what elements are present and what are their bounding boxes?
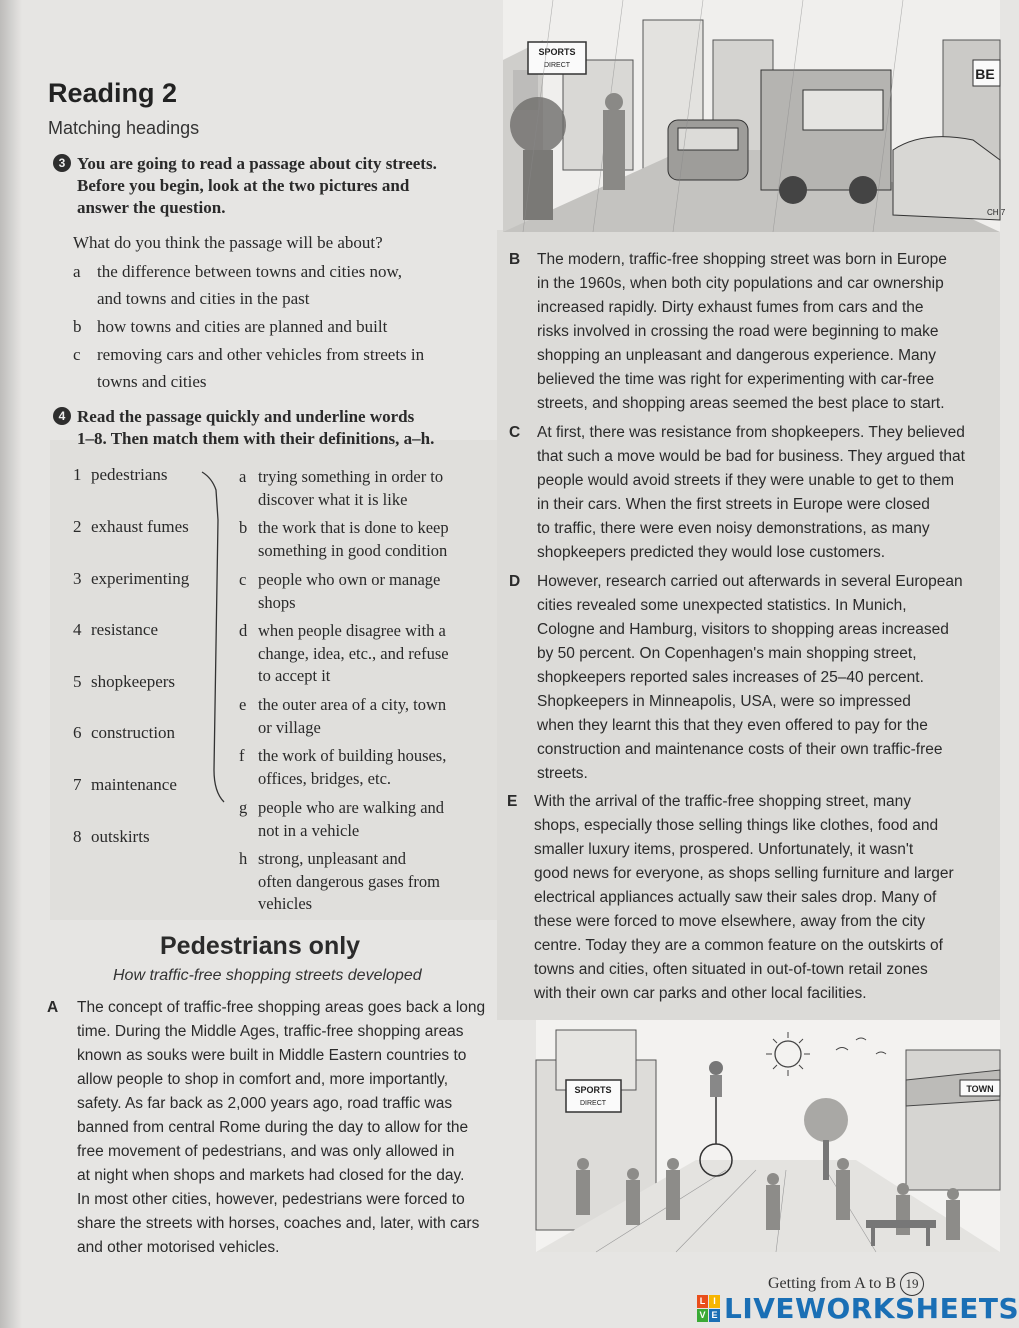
option-letter: a bbox=[73, 262, 81, 281]
task3-line: Before you begin, look at the two pictures and bbox=[77, 176, 410, 195]
word-text: exhaust fumes bbox=[91, 517, 189, 536]
definition-line: the work of building houses, bbox=[258, 746, 447, 765]
logo-letter: I bbox=[709, 1295, 720, 1308]
word-number: 6 bbox=[73, 723, 82, 742]
definition-line: change, idea, etc., and refuse bbox=[258, 643, 449, 663]
paragraph-line: when they learnt this that they even offered to pay for the bbox=[537, 717, 928, 734]
paragraph-letter: E bbox=[507, 793, 518, 810]
task4-instruction bbox=[53, 406, 493, 452]
task3-instruction bbox=[53, 153, 493, 223]
paragraph-line: safety. As far back as 2,000 years ago, road traffic was bbox=[77, 1095, 453, 1112]
paragraph-line: centre. Today they are a common feature on the outskirts of bbox=[534, 937, 943, 954]
definition-line: discover what it is like bbox=[258, 489, 408, 509]
word-2[interactable] bbox=[73, 517, 189, 537]
option-line: and towns and cities in the past bbox=[97, 289, 310, 308]
paragraph-line: free movement of pedestrians, and was only allowed in bbox=[77, 1143, 455, 1160]
definition-letter: f bbox=[239, 746, 245, 765]
page-title: Reading 2 bbox=[48, 78, 178, 108]
paragraph-line: increased rapidly. Dirty exhaust fumes from cars and the bbox=[537, 299, 924, 316]
definition-line: offices, bridges, etc. bbox=[258, 768, 392, 788]
paragraph-line: believed the time was right for experimenting with car-free bbox=[537, 371, 935, 388]
paragraph-line: in their cars. When the first streets in Europe were closed bbox=[537, 496, 930, 513]
option-letter: c bbox=[73, 345, 81, 364]
task4-line: Read the passage quickly and underline words bbox=[77, 407, 415, 426]
definition-letter: b bbox=[239, 518, 248, 537]
task4-line: 1–8. Then match them with their definitions, a–h. bbox=[77, 429, 435, 448]
paragraph-line: with their own car parks and other local facilities. bbox=[534, 985, 867, 1002]
paragraph-line: In most other cities, however, pedestrians were forced to bbox=[77, 1191, 465, 1208]
word-number: 8 bbox=[73, 827, 82, 846]
paragraph-line: these were forced to move elsewhere, away from the city bbox=[534, 913, 926, 930]
paragraph-letter: C bbox=[509, 424, 521, 441]
paragraph-letter: D bbox=[509, 573, 521, 590]
definition-letter: h bbox=[239, 849, 248, 868]
word-number: 2 bbox=[73, 517, 82, 536]
paragraph-line: people would avoid streets if they were unable to get to them bbox=[537, 472, 955, 489]
word-number: 1 bbox=[73, 465, 82, 484]
option-letter: b bbox=[73, 317, 82, 336]
word-text: outskirts bbox=[91, 827, 150, 846]
word-text: experimenting bbox=[91, 569, 190, 588]
option-line: removing cars and other vehicles from streets in bbox=[97, 345, 425, 364]
definition-line: to accept it bbox=[258, 666, 331, 685]
page-subtitle: Matching headings bbox=[48, 118, 200, 138]
word-6[interactable] bbox=[73, 723, 175, 743]
paragraph-line: risks involved in crossing the road were beginning to make bbox=[537, 323, 939, 340]
paragraph-line: shops, especially those selling things like clothes, food and bbox=[534, 817, 939, 834]
page-number: 19 bbox=[900, 1272, 924, 1296]
bottom-sign-line1: SPORTS bbox=[574, 1085, 612, 1095]
definition-letter: d bbox=[239, 621, 248, 640]
logo-letter: L bbox=[697, 1295, 708, 1308]
paragraph-line: time. During the Middle Ages, traffic-free shopping areas bbox=[77, 1023, 464, 1040]
word-3[interactable] bbox=[73, 569, 189, 589]
paragraph-line: shopkeepers reported sales increases of 25–40 percent. bbox=[537, 669, 924, 686]
definition-line: when people disagree with a bbox=[258, 621, 446, 640]
task4-number: 4 bbox=[53, 407, 71, 425]
paragraph-line: in the 1960s, when both city populations and car ownership bbox=[537, 275, 944, 292]
chapter-title: Getting from A to B bbox=[768, 1275, 896, 1292]
word-number: 5 bbox=[73, 672, 82, 691]
task3-number: 3 bbox=[53, 154, 71, 172]
definition-line: something in good condition bbox=[258, 540, 448, 560]
logo-letter: V bbox=[697, 1309, 708, 1322]
paragraph-line: to traffic, there were even noisy demonstrations, as many bbox=[537, 520, 930, 537]
paragraph-line: smaller luxury items, prospered. Unfortunately, it wasn't bbox=[534, 841, 914, 858]
page-edge bbox=[0, 0, 22, 1328]
word-8[interactable] bbox=[73, 827, 150, 847]
option-line: the difference between towns and cities now, bbox=[97, 262, 402, 281]
definition-letter: c bbox=[239, 570, 247, 589]
definition-line: or village bbox=[258, 717, 321, 737]
definition-letter: e bbox=[239, 695, 247, 714]
definition-line: vehicles bbox=[258, 894, 313, 913]
matching-bracket bbox=[200, 470, 230, 806]
paragraph-line: shopping an unpleasant and dangerous experience. Many bbox=[537, 347, 936, 364]
task3-line: You are going to read a passage about city streets. bbox=[77, 154, 437, 173]
paragraph-line: However, research carried out afterwards in several European bbox=[537, 573, 963, 590]
task3-question: What do you think the passage will be about? bbox=[73, 233, 383, 252]
definition-line: often dangerous gases from bbox=[258, 871, 440, 891]
word-text: maintenance bbox=[91, 775, 177, 794]
word-number: 4 bbox=[73, 620, 82, 639]
paragraph-line: streets, and shopping areas seemed the best place to start. bbox=[537, 395, 945, 412]
definition-line: people who are walking and bbox=[258, 798, 445, 817]
word-7[interactable] bbox=[73, 775, 177, 795]
word-4[interactable] bbox=[73, 620, 158, 640]
paragraph-line: by 50 percent. On Copenhagen's main shopping street, bbox=[537, 645, 917, 662]
top-sign-right: BE bbox=[975, 66, 995, 82]
word-number: 3 bbox=[73, 569, 82, 588]
paragraph-letter: A bbox=[47, 999, 59, 1016]
paragraph-line: The concept of traffic-free shopping areas goes back a long bbox=[77, 999, 486, 1016]
pedestrian-street-illustration bbox=[536, 1020, 1000, 1252]
definition-line: strong, unpleasant and bbox=[258, 849, 407, 868]
paragraph-line: good news for everyone, as shops selling furniture and larger bbox=[534, 865, 954, 882]
word-text: resistance bbox=[91, 620, 159, 639]
task3-line: answer the question. bbox=[77, 198, 226, 217]
definition-letter: g bbox=[239, 798, 248, 817]
paragraph-line: allow people to shop in comfort and, more importantly, bbox=[77, 1071, 449, 1088]
busy-street-illustration bbox=[503, 0, 1006, 232]
paragraph-letter: B bbox=[509, 251, 521, 268]
paragraph-line: At first, there was resistance from shopkeepers. They believed bbox=[537, 424, 965, 441]
top-plate: CH 7 bbox=[987, 208, 1006, 217]
paragraph-line: Cologne and Hamburg, visitors to shopping areas increased bbox=[537, 621, 949, 638]
paragraph-line: With the arrival of the traffic-free shopping street, many bbox=[534, 793, 912, 810]
paragraph-line: electrical appliances actually saw their sales drop. Many of bbox=[534, 889, 937, 906]
definition-line: shops bbox=[258, 592, 296, 612]
word-number: 7 bbox=[73, 775, 82, 794]
top-sign-line1: SPORTS bbox=[538, 47, 576, 57]
paragraph-line: The modern, traffic-free shopping street was born in Europe bbox=[537, 251, 947, 268]
word-text: pedestrians bbox=[91, 465, 168, 484]
bottom-sign-right: TOWN bbox=[966, 1084, 994, 1094]
paragraph-line: banned from central Rome during the day to allow for the bbox=[77, 1119, 469, 1136]
word-text: shopkeepers bbox=[91, 672, 176, 691]
paragraph-line: construction and maintenance costs of their own traffic-free bbox=[537, 741, 943, 758]
definition-line: people who own or manage bbox=[258, 570, 441, 589]
paragraph-line: and other motorised vehicles. bbox=[77, 1239, 280, 1256]
top-sign-line2: DIRECT bbox=[543, 62, 571, 69]
paragraph-line: streets. bbox=[537, 765, 588, 782]
word-text: construction bbox=[91, 723, 176, 742]
definition-line: trying something in order to bbox=[258, 467, 444, 486]
definition-line: not in a vehicle bbox=[258, 820, 360, 840]
paragraph-line: towns and cities, often situated in out-of-town retail zones bbox=[534, 961, 928, 978]
option-line: towns and cities bbox=[97, 372, 207, 391]
definition-line: the work that is done to keep bbox=[258, 518, 449, 537]
option-line: how towns and cities are planned and built bbox=[97, 317, 388, 336]
paragraph-line: Shopkeepers in Minneapolis, USA, were so impressed bbox=[537, 693, 911, 710]
paragraph-line: share the streets with horses, coaches and, later, with cars bbox=[77, 1215, 480, 1232]
word-1[interactable] bbox=[73, 465, 167, 485]
paragraph-line: that such a move would be bad for business. They argued that bbox=[537, 448, 965, 465]
definition-line: the outer area of a city, town bbox=[258, 695, 447, 714]
paragraph-line: known as souks were built in Middle Eastern countries to bbox=[77, 1047, 467, 1064]
liveworksheets-logo-icon bbox=[697, 1295, 721, 1323]
paragraph-line: at night when shops and markets had closed for the day. bbox=[77, 1167, 465, 1184]
paragraph-line: cities revealed some unexpected statistics. In Munich, bbox=[537, 597, 907, 614]
liveworksheets-brand[interactable]: LIVEWORKSHEETS bbox=[724, 1292, 1019, 1325]
article-subtitle: How traffic-free shopping streets developed bbox=[113, 967, 422, 984]
logo-letter: E bbox=[709, 1309, 720, 1322]
paragraph-line: shopkeepers predicted they would lose customers. bbox=[537, 544, 886, 561]
definition-letter: a bbox=[239, 467, 247, 486]
article-title: Pedestrians only bbox=[160, 932, 361, 960]
bottom-sign-line2: DIRECT bbox=[579, 1100, 607, 1107]
word-5[interactable] bbox=[73, 672, 175, 692]
